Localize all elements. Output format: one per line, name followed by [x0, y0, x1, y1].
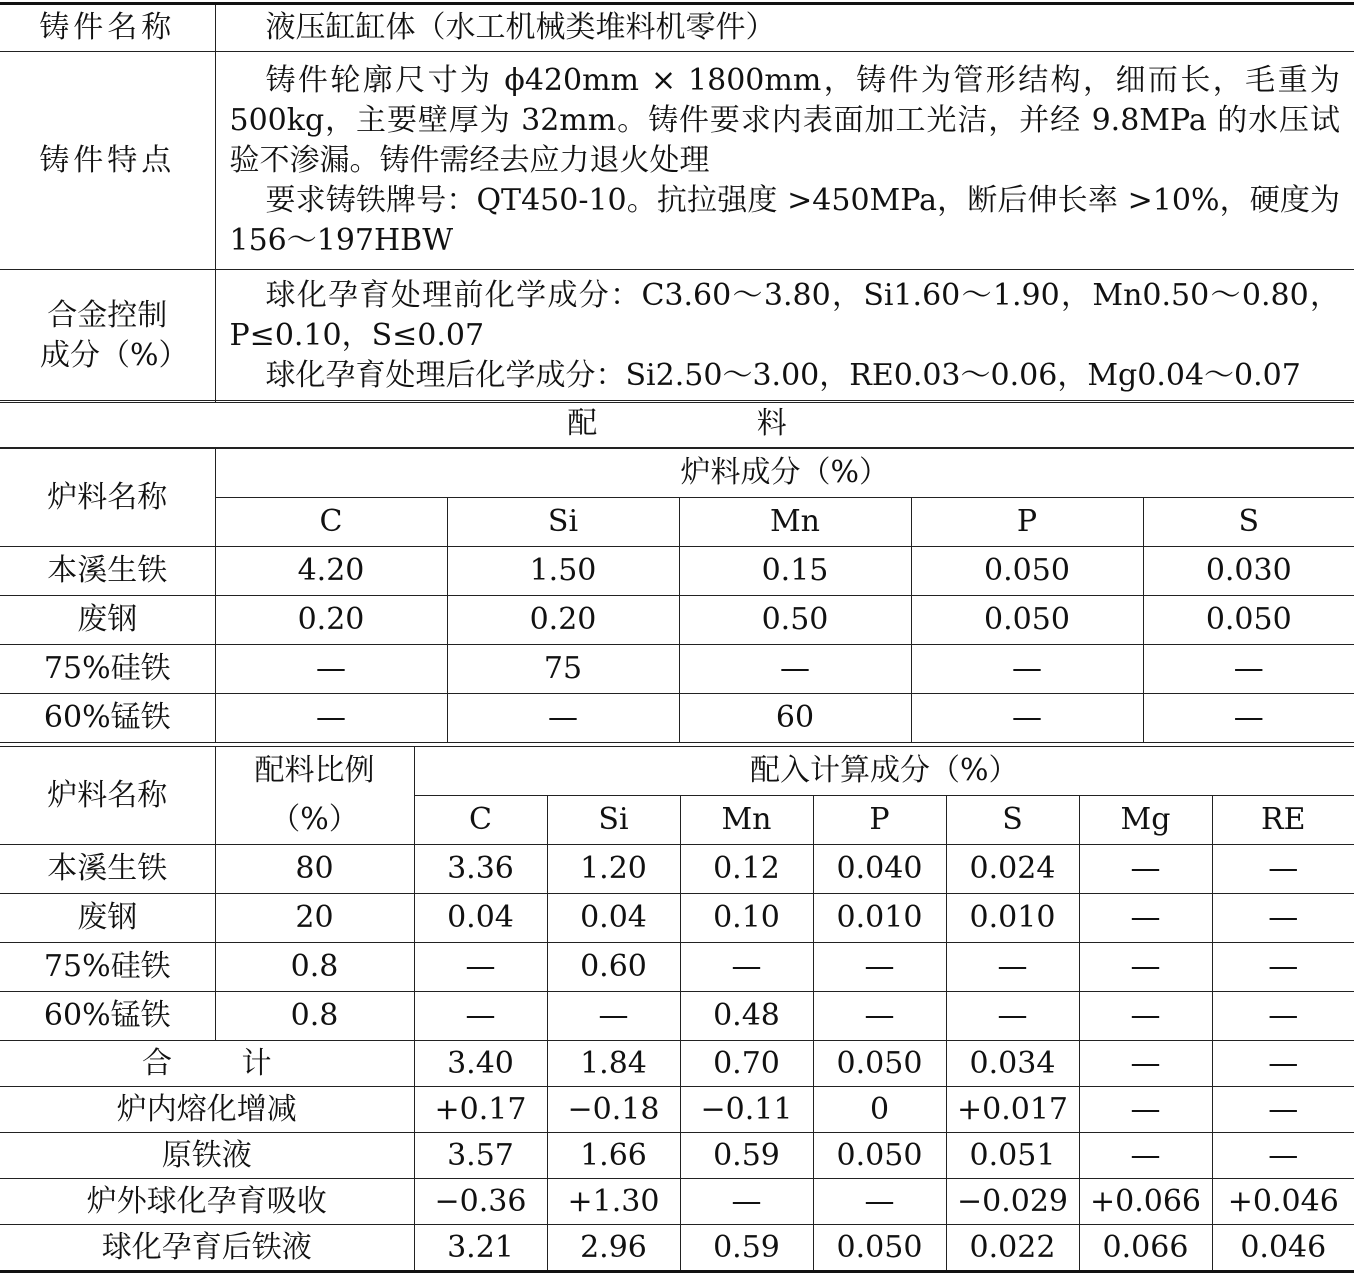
calc-cell: 1.20 — [547, 845, 680, 894]
calc-cell: — — [1079, 1087, 1212, 1133]
calc-cell: — — [680, 943, 813, 992]
calc-ratio-header-line2: （%） — [215, 796, 414, 845]
calc-cell: −0.36 — [414, 1179, 547, 1225]
charge-cell: 4.20 — [215, 547, 447, 596]
calc-col-header: S — [946, 796, 1079, 845]
calc-group-header: 配入计算成分（%） — [414, 747, 1354, 796]
table-row — [0, 1179, 1354, 1225]
calc-cell: 0.050 — [813, 1133, 946, 1179]
calc-cell: 0.034 — [946, 1041, 1079, 1087]
calc-cell: — — [946, 943, 1079, 992]
table-row — [0, 1133, 1354, 1179]
calc-cell: — — [813, 992, 946, 1041]
calc-cell: — — [1079, 1041, 1212, 1087]
calc-cell: — — [1212, 1133, 1354, 1179]
calc-cell: — — [1212, 1041, 1354, 1087]
calc-row-name: 60%锰铁 — [0, 992, 215, 1041]
charge-cell: 0.050 — [1143, 596, 1354, 645]
calc-cell: 3.21 — [414, 1225, 547, 1272]
charge-row-name: 75%硅铁 — [0, 645, 215, 694]
calc-cell: — — [1212, 845, 1354, 894]
casting-name-label: 铸件名称 — [0, 4, 215, 52]
calc-cell: 0.04 — [414, 894, 547, 943]
calc-cell: — — [414, 992, 547, 1041]
calc-cell: 3.36 — [414, 845, 547, 894]
calc-cell: 0.040 — [813, 845, 946, 894]
charge-cell: 0.20 — [215, 596, 447, 645]
calc-cell: — — [1079, 943, 1212, 992]
charge-cell: 75 — [447, 645, 679, 694]
charge-cell: 0.20 — [447, 596, 679, 645]
calc-cell: −0.11 — [680, 1087, 813, 1133]
summary-row-name: 合 计 — [0, 1041, 414, 1087]
calc-cell: — — [414, 943, 547, 992]
charge-col-header: Mn — [679, 498, 911, 547]
calc-cell: 0.066 — [1079, 1225, 1212, 1272]
calc-cell: 0.70 — [680, 1041, 813, 1087]
calc-cell: 0.024 — [946, 845, 1079, 894]
table-row — [0, 845, 1354, 894]
summary-row-name: 球化孕育后铁液 — [0, 1225, 414, 1272]
table-row — [0, 1041, 1354, 1087]
charge-cell: 60 — [679, 694, 911, 743]
calc-cell: 0.010 — [813, 894, 946, 943]
charge-cell: — — [679, 645, 911, 694]
charge-cell: 0.050 — [911, 547, 1143, 596]
calc-col-header: Si — [547, 796, 680, 845]
calc-row-name: 75%硅铁 — [0, 943, 215, 992]
calc-col-header: P — [813, 796, 946, 845]
calc-col-header: Mn — [680, 796, 813, 845]
casting-features-p1: 铸件轮廓尺寸为 ϕ420mm × 1800mm，铸件为管形结构，细而长，毛重为 500kg，主要壁厚为 32mm。铸件要求内表面加工光洁，并经 9.8MPa 的水压试验不渗漏。铸件需经去应力退火处理 — [229, 62, 1340, 178]
charge-cell: — — [215, 694, 447, 743]
calc-cell: 3.40 — [414, 1041, 547, 1087]
calc-col-header: Mg — [1079, 796, 1212, 845]
calc-cell: +0.066 — [1079, 1179, 1212, 1225]
calc-cell: +0.046 — [1212, 1179, 1354, 1225]
calc-row-name: 废钢 — [0, 894, 215, 943]
calc-cell: 0.051 — [946, 1133, 1079, 1179]
calc-cell: 0.10 — [680, 894, 813, 943]
batching-title-table — [0, 400, 1354, 448]
summary-row-name: 炉内熔化增减 — [0, 1087, 414, 1133]
calc-cell: 0 — [813, 1087, 946, 1133]
charge-row-name: 本溪生铁 — [0, 547, 215, 596]
charge-cell: — — [911, 694, 1143, 743]
calc-cell: — — [1079, 1133, 1212, 1179]
calc-ratio-header-line1: 配料比例 — [215, 747, 414, 796]
calc-cell: — — [1079, 894, 1212, 943]
calc-cell: 0.022 — [946, 1225, 1079, 1272]
charge-name-header: 炉料名称 — [0, 449, 215, 547]
table-row — [0, 1087, 1354, 1133]
calc-cell: — — [1079, 992, 1212, 1041]
charge-cell: — — [447, 694, 679, 743]
table-row — [0, 1225, 1354, 1272]
calc-cell: 3.57 — [414, 1133, 547, 1179]
casting-info-table — [0, 2, 1354, 403]
charge-cell: — — [215, 645, 447, 694]
alloy-before-treatment: 球化孕育处理前化学成分：C3.60～3.80，Si1.60～1.90，Mn0.50～0.80，P≤0.10，S≤0.07 — [229, 278, 1340, 353]
calc-row-ratio: 0.8 — [215, 943, 414, 992]
calc-cell: — — [547, 992, 680, 1041]
calc-cell: — — [1212, 894, 1354, 943]
calc-cell: 0.60 — [547, 943, 680, 992]
calc-cell: — — [946, 992, 1079, 1041]
calc-cell: 1.84 — [547, 1041, 680, 1087]
charge-cell: — — [1143, 645, 1354, 694]
table-row — [0, 894, 1354, 943]
batching-title: 配 料 — [0, 401, 1354, 448]
charge-col-header: P — [911, 498, 1143, 547]
calc-cell: — — [1079, 845, 1212, 894]
calc-cell: — — [813, 943, 946, 992]
calc-row-ratio: 80 — [215, 845, 414, 894]
calculated-composition-table — [0, 746, 1354, 1273]
casting-features-label: 铸件特点 — [0, 52, 215, 270]
summary-row-name: 原铁液 — [0, 1133, 414, 1179]
calc-cell: +0.17 — [414, 1087, 547, 1133]
calc-cell: 0.050 — [813, 1225, 946, 1272]
charge-cell: 0.030 — [1143, 547, 1354, 596]
calc-cell: 1.66 — [547, 1133, 680, 1179]
calc-cell: 0.59 — [680, 1133, 813, 1179]
casting-name-value: 液压缸缸体（水工机械类堆料机零件） — [215, 4, 1354, 52]
calc-row-ratio: 0.8 — [215, 992, 414, 1041]
table-row — [0, 992, 1354, 1041]
charge-col-header: S — [1143, 498, 1354, 547]
charge-row-name: 废钢 — [0, 596, 215, 645]
calc-cell: +1.30 — [547, 1179, 680, 1225]
calc-cell: +0.017 — [946, 1087, 1079, 1133]
calc-cell: 0.04 — [547, 894, 680, 943]
charge-cell: — — [911, 645, 1143, 694]
charge-row-name: 60%锰铁 — [0, 694, 215, 743]
calc-cell: −0.18 — [547, 1087, 680, 1133]
calc-cell: 0.010 — [946, 894, 1079, 943]
casting-features-cell — [215, 52, 1354, 270]
calc-cell: — — [813, 1179, 946, 1225]
calc-cell: 2.96 — [547, 1225, 680, 1272]
table-row — [0, 943, 1354, 992]
table-row — [0, 596, 1354, 645]
calc-cell: −0.029 — [946, 1179, 1079, 1225]
calc-cell: 0.48 — [680, 992, 813, 1041]
calc-cell: 0.046 — [1212, 1225, 1354, 1272]
calc-cell: 0.59 — [680, 1225, 813, 1272]
charge-group-header: 炉料成分（%） — [215, 449, 1354, 498]
charge-cell: 1.50 — [447, 547, 679, 596]
calc-cell: — — [1212, 1087, 1354, 1133]
calc-col-header: RE — [1212, 796, 1354, 845]
calc-cell: — — [1212, 943, 1354, 992]
table-row — [0, 547, 1354, 596]
calc-name-header: 炉料名称 — [0, 747, 215, 845]
calc-cell: — — [1212, 992, 1354, 1041]
calc-cell: 0.050 — [813, 1041, 946, 1087]
charge-cell: — — [1143, 694, 1354, 743]
alloy-control-cell — [215, 270, 1354, 403]
table-row — [0, 645, 1354, 694]
calc-cell: 0.12 — [680, 845, 813, 894]
alloy-after-treatment: 球化孕育处理后化学成分：Si2.50～3.00，RE0.03～0.06，Mg0.04～0.07 — [265, 358, 1301, 393]
charge-col-header: Si — [447, 498, 679, 547]
alloy-control-label: 合金控制成分（%） — [0, 270, 215, 403]
table-row — [0, 694, 1354, 743]
casting-features-p2: 要求铸铁牌号：QT450-10。抗拉强度 >450MPa，断后伸长率 >10%，硬度为 156～197HBW — [229, 182, 1340, 258]
calc-row-ratio: 20 — [215, 894, 414, 943]
calc-col-header: C — [414, 796, 547, 845]
calc-cell: — — [680, 1179, 813, 1225]
charge-cell: 0.50 — [679, 596, 911, 645]
calc-row-name: 本溪生铁 — [0, 845, 215, 894]
charge-cell: 0.050 — [911, 596, 1143, 645]
summary-row-name: 炉外球化孕育吸收 — [0, 1179, 414, 1225]
charge-composition-table — [0, 448, 1354, 743]
charge-cell: 0.15 — [679, 547, 911, 596]
charge-col-header: C — [215, 498, 447, 547]
